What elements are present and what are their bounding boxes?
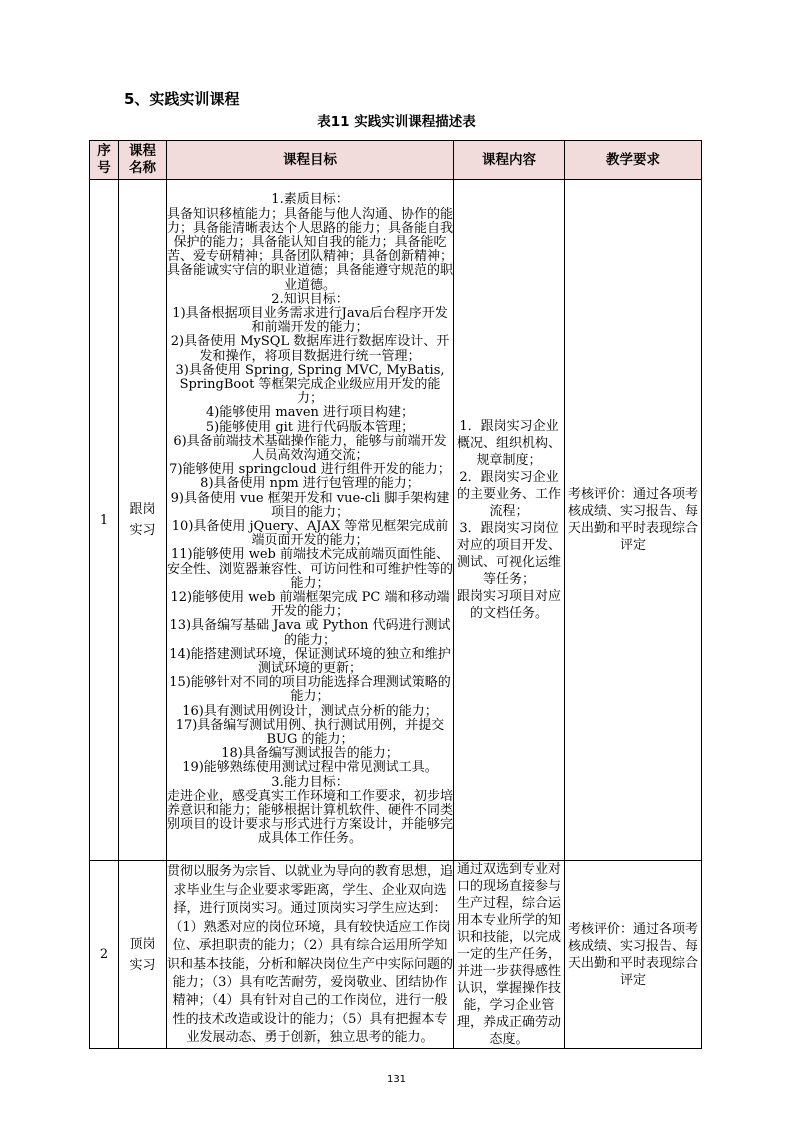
row-requirement: 考核评价：通过各项考核成绩、实习报告、每天出勤和平时表现综合评定 bbox=[565, 180, 702, 861]
row-goals: 贯彻以服务为宗旨、以就业为导向的教育思想，追求毕业生与企业要求零距离，学生、企业双向选择，进行顶岗实习。通过顶岗实习学生应达到：（1）熟悉对应的岗位环境，具有较快适应工作岗位、承担职责的能力；（2）具有综合运用所学知识和基本技能，分析和解决岗位生产中实际问题的能力；（3）具有吃苦耐劳，爱岗敬业、团结协作精神；（4）具有针对自己的工作岗位，进行一般性的技术改造或设计的能力；（5）具有把握本专业发展动态、勇于创新，独立思考的能力。 bbox=[167, 861, 454, 1049]
section-title: 5、实践实训课程 bbox=[124, 90, 240, 108]
row-course-name: 顶岗实习 bbox=[119, 861, 167, 1049]
row-course-name: 跟岗实习 bbox=[119, 180, 167, 861]
header-content: 课程内容 bbox=[454, 141, 565, 180]
header-goal: 课程目标 bbox=[167, 141, 454, 180]
table-header-row bbox=[90, 141, 702, 180]
row-contents: 通过双选到专业对口的现场直接参与生产过程，综合运用本专业所学的知识和技能，以完成一定的生产任务，并进一步获得感性认识，掌握操作技能，学习企业管理，养成正确劳动态度。 bbox=[454, 861, 565, 1049]
header-requirement: 教学要求 bbox=[565, 141, 702, 180]
row-requirement: 考核评价：通过各项考核成绩、实习报告、每天出勤和平时表现综合评定 bbox=[565, 861, 702, 1049]
row-contents: 1．跟岗实习企业概况、组织机构、规章制度； 2．跟岗实习企业的主要业务、工作流程； 3．跟岗实习岗位对应的项目开发、测试、可视化运维等任务； 跟岗实习项目对应的文档任务。 bbox=[454, 180, 565, 861]
row-index: 2 bbox=[90, 861, 119, 1049]
course-table bbox=[89, 140, 702, 1049]
header-name: 课程名称 bbox=[119, 141, 167, 180]
table-row bbox=[90, 180, 702, 861]
table-row bbox=[90, 861, 702, 1049]
page-number: 131 bbox=[386, 1074, 407, 1085]
table-caption: 表11 实践实训课程描述表 bbox=[317, 114, 476, 130]
row-index: 1 bbox=[90, 180, 119, 861]
row-goals: 1.素质目标： 具备知识移植能力；具备能与他人沟通、协作的能力；具备能清晰表达个人思路的能力；具备能自我保护的能力；具备能认知自我的能力；具备能吃苦、爱专研精神；具备团队精神；具备创新精神；具备能诚实守信的职业道德；具备能遵守规范的职业道德。 2.知识目标： 1)具备根据项目业务需求进行Java后台程序开发和前端开发的能力； 2)具备使用 MySQL 数据库进行数据库设计、开发和操作，将项目数据进行统一管理； 3)具备使用 Spring, Spring MVC, MyBatis, SpringBoot 等框架完成企业级应用开发的能力； 4)能够使用 maven 进行项目构建； 5)能够使用 git 进行代码版本管理； 6)具备前端技术基础操作能力，能够与前端开发人员高效沟通交流； 7)能够使用 springcloud 进行组件开发的能力； 8)具备使用 npm 进行包管理的能力； 9)具备使用 vue 框架开发和 vue-cli 脚手架构建项目的能力； 10)具备使用 jQuery、AJAX 等常见框架完成前端页面开发的能力； 11)能够使用 web 前端技术完成前端页面性能、安全性、浏览器兼容性、可访问性和可维护性等的能力； 12)能够使用 web 前端框架完成 PC 端和移动端开发的能力； 13)具备编写基础 Java 或 Python 代码进行测试的能力； 14)能搭建测试环境，保证测试环境的独立和维护测试环境的更新； 15)能够针对不同的项目功能选择合理测试策略的能力； 16)具有测试用例设计，测试点分析的能力； 17)具备编写测试用例、执行测试用例，并提交 BUG 的能力； 18)具备编写测试报告的能力； 19)能够熟练使用测试过程中常见测试工具。 3.能力目标： 走进企业，感受真实工作环境和工作要求，初步培养意识和能力；能够根据计算机软件、硬件不同类别项目的设计要求与形式进行方案设计，并能够完成具体工作任务。 bbox=[167, 180, 454, 861]
header-index: 序号 bbox=[90, 141, 119, 180]
